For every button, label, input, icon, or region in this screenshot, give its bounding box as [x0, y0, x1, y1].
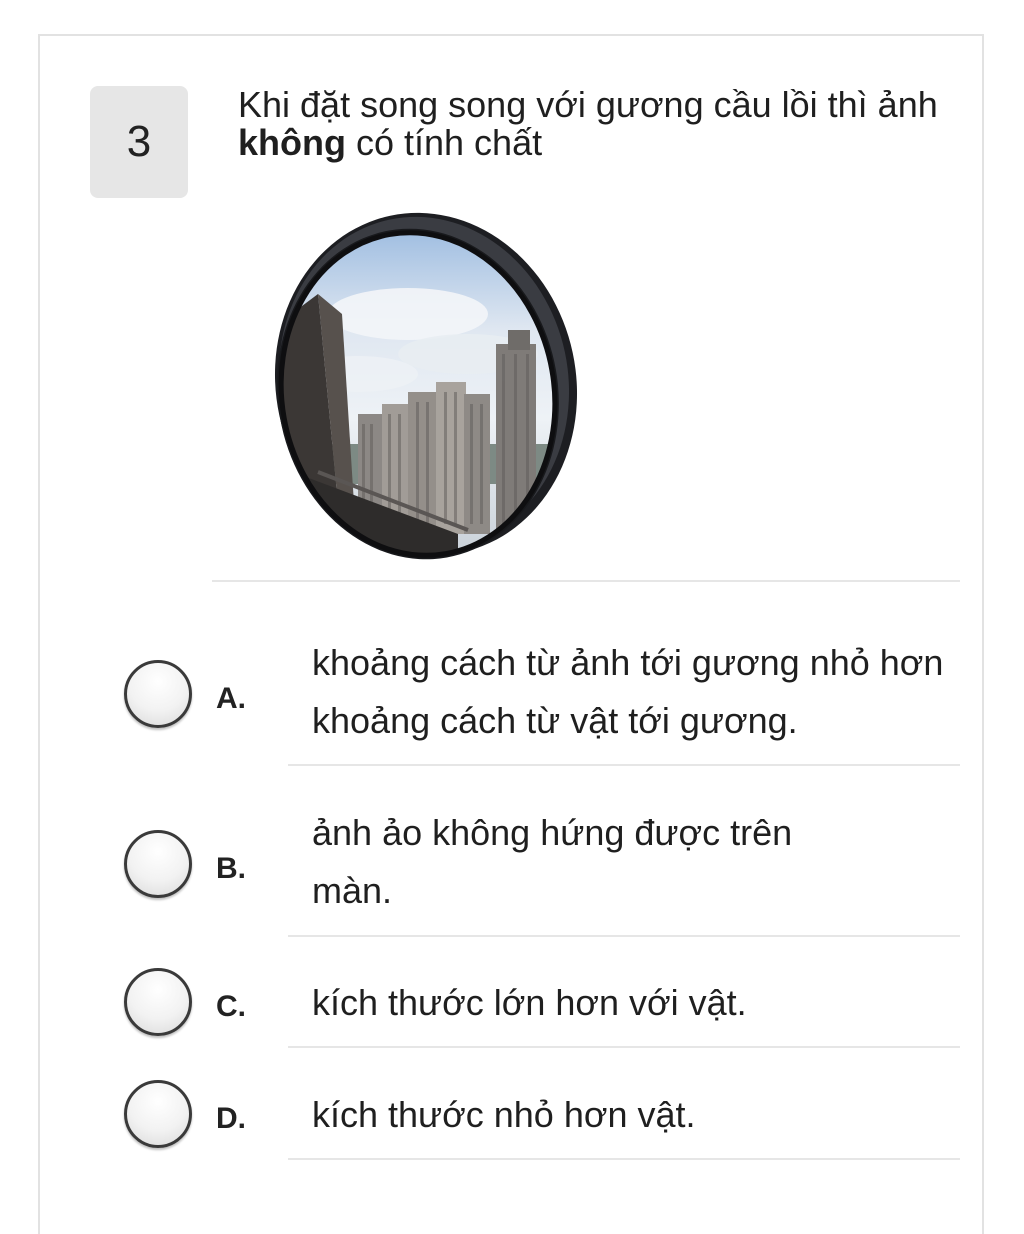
- option-d-divider: [288, 1158, 960, 1160]
- image-divider: [212, 580, 960, 582]
- option-c-radio[interactable]: [124, 968, 192, 1036]
- option-d-text[interactable]: kích thước nhỏ hơn vật.: [312, 1094, 696, 1135]
- option-d-radio[interactable]: [124, 1080, 192, 1148]
- question-text-start: Khi đặt song song với gương cầu lồi thì ảnh: [238, 84, 938, 125]
- option-c-letter: C.: [216, 990, 246, 1023]
- option-b-text[interactable]: ảnh ảo không hứng được trên màn.: [312, 812, 793, 911]
- option-a-divider: [288, 764, 960, 766]
- option-b-divider: [288, 935, 960, 937]
- question-text-emphasis: không: [238, 122, 346, 163]
- option-a-text[interactable]: khoảng cách từ ảnh tới gương nhỏ hơn khoảng cách từ vật tới gương.: [312, 642, 944, 741]
- option-b-radio[interactable]: [124, 830, 192, 898]
- question-text: [238, 86, 958, 162]
- option-c-text[interactable]: kích thước lớn hơn với vật.: [312, 982, 747, 1023]
- option-b-letter: B.: [216, 852, 246, 885]
- convex-mirror-image: [258, 204, 588, 562]
- option-a-radio[interactable]: [124, 660, 192, 728]
- question-text-end: có tính chất: [345, 122, 543, 163]
- option-c-divider: [288, 1046, 960, 1048]
- question-number: 3: [126, 117, 152, 166]
- option-a-letter: A.: [216, 682, 246, 715]
- question-number-badge: [90, 86, 188, 198]
- option-d-letter: D.: [216, 1102, 246, 1135]
